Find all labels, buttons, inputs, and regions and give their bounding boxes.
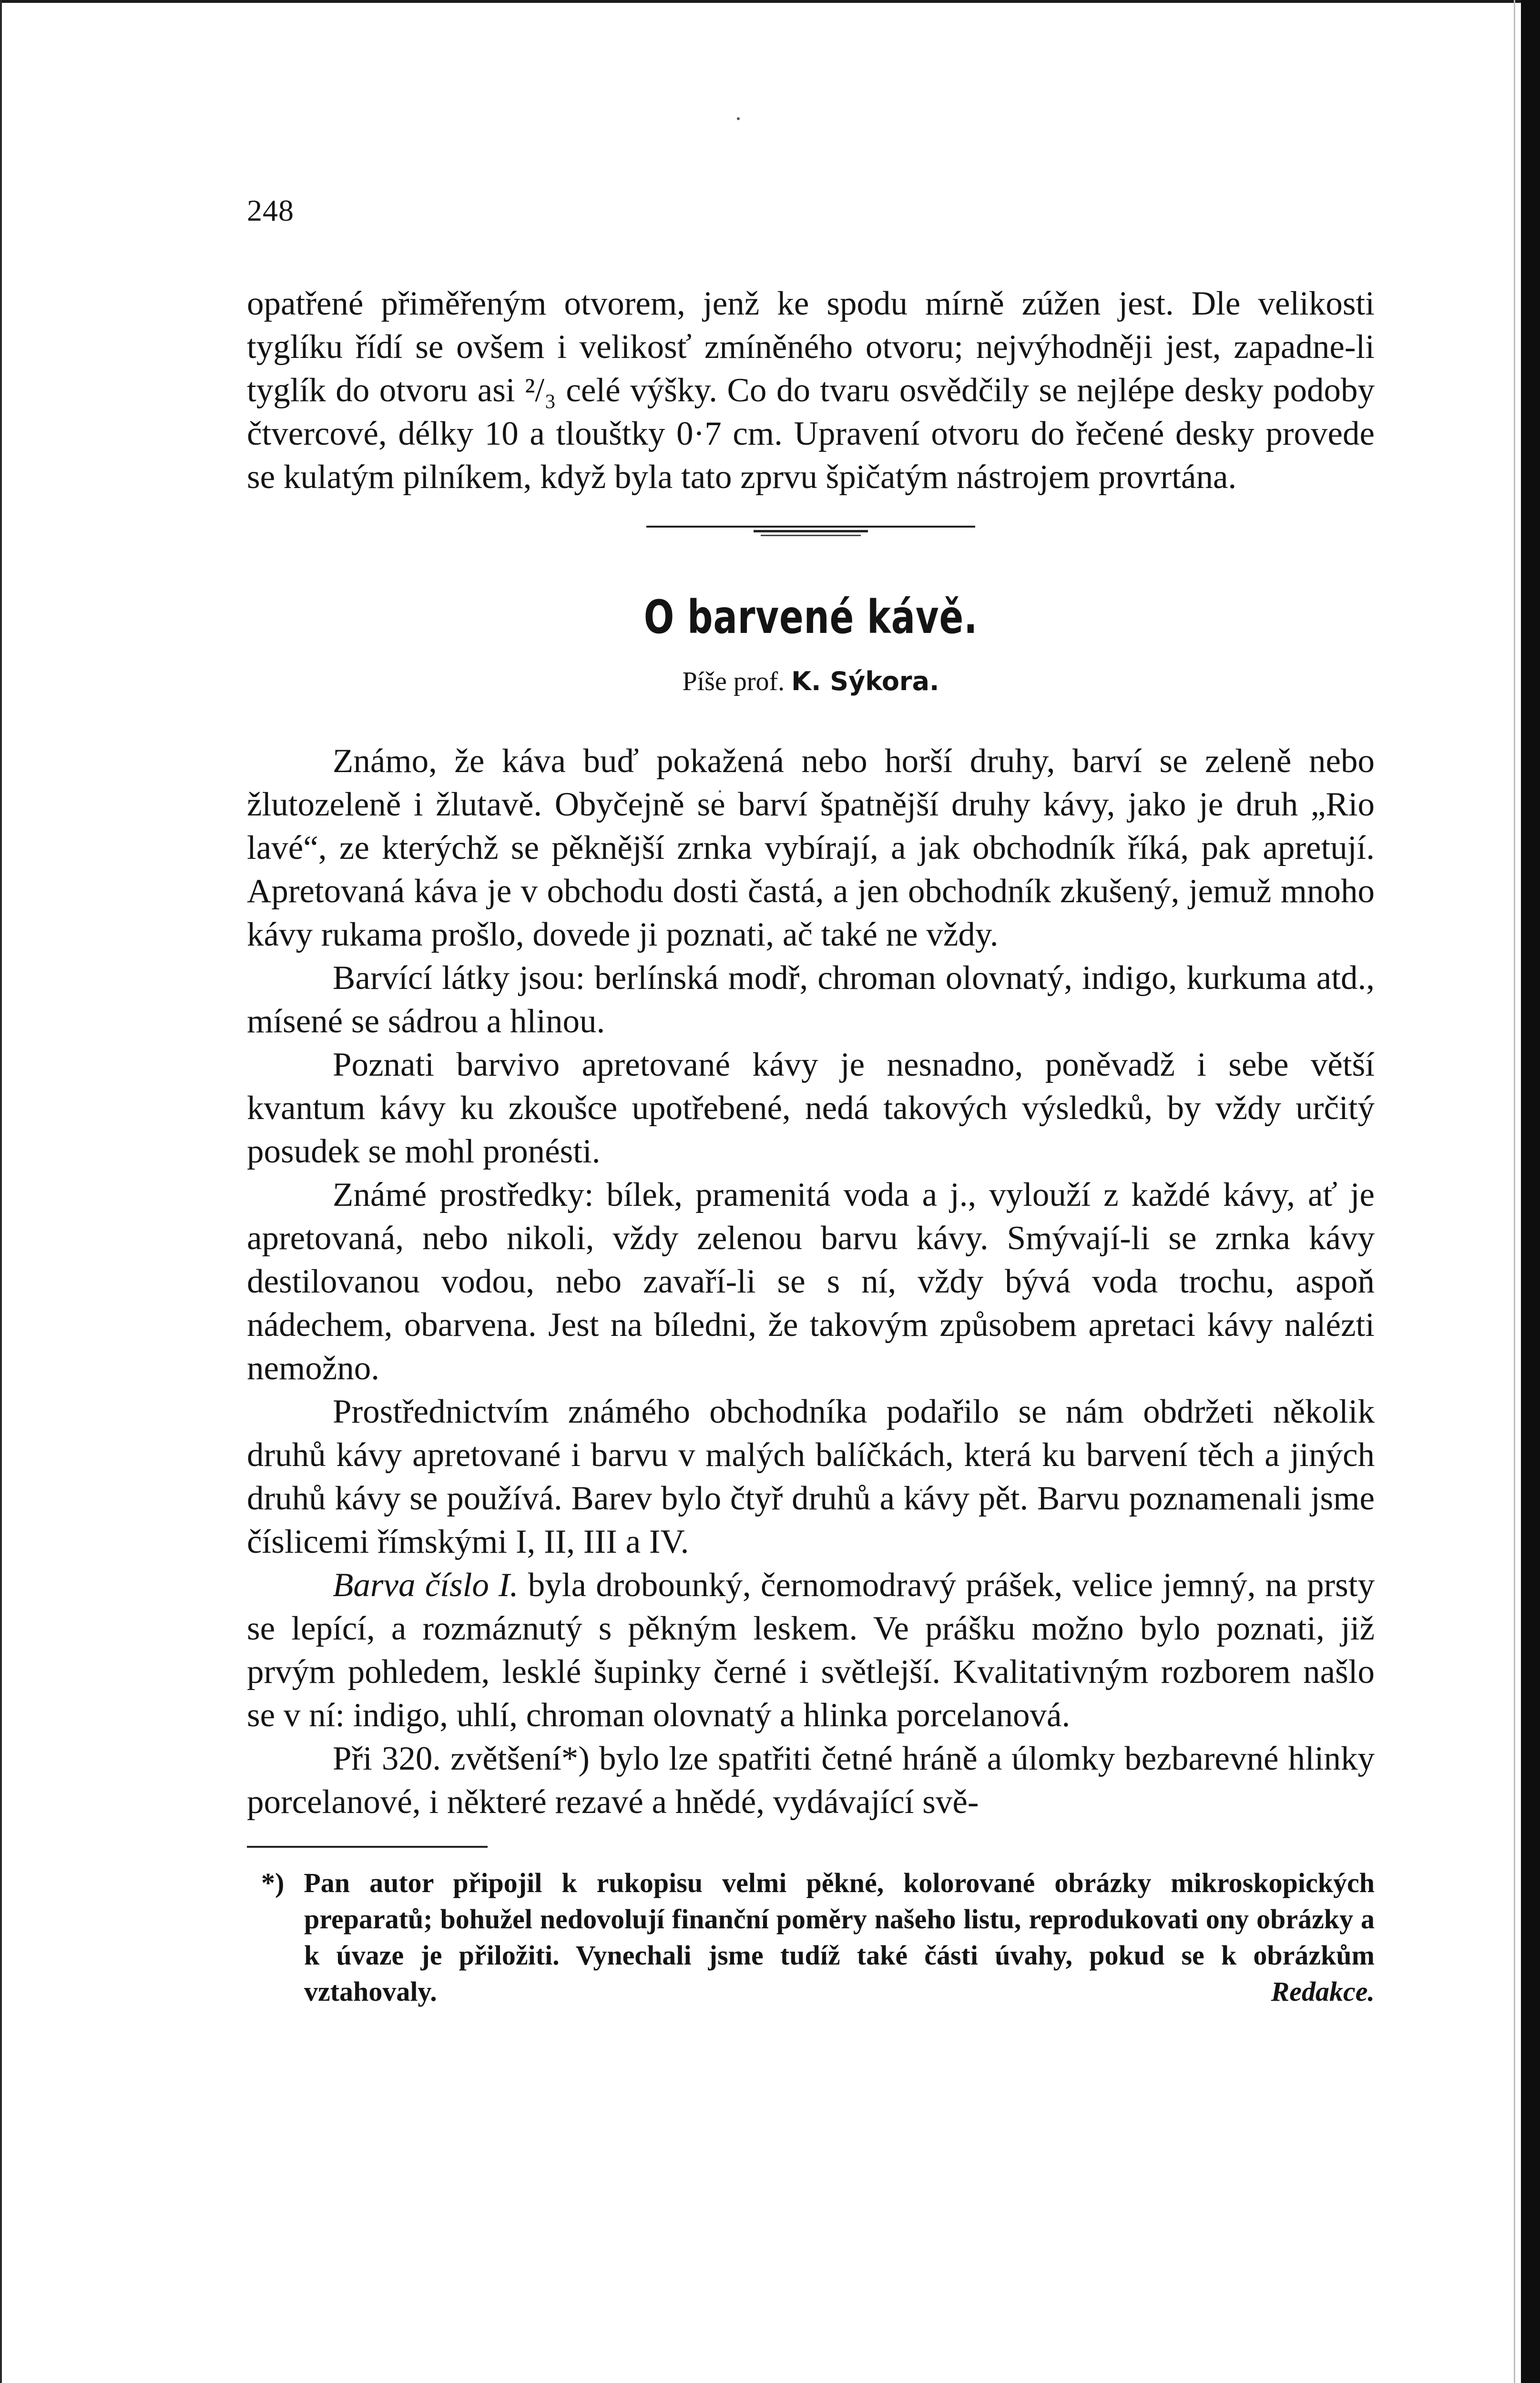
scan-edge-right bbox=[1521, 0, 1540, 2383]
footnote-text: *) Pan autor připojil k rukopisu velmi pěkné, kolorované obrázky mikroskopických preparatů; bohužel nedovolují finanční poměry našeho listu, reprodukovati ony obrázky a k úvaze je přiložiti. Vynechali jsme tudíž také části úvahy, pokud se k obrázkům vztahovaly. bbox=[261, 1867, 1375, 2007]
paragraph-6-lead: Barva číslo I. bbox=[333, 1566, 519, 1604]
scan-edge-top bbox=[0, 0, 1540, 3]
page-number: 248 bbox=[247, 193, 294, 227]
byline-prefix: Píše prof. bbox=[682, 666, 785, 696]
paragraph-6 bbox=[247, 1564, 1375, 1737]
paragraph-3: Poznati barvivo apretované kávy je nesnadno, poněvadž i sebe větší kvantum kávy ku zkoušce upotřebené, nedá takových výsledků, by vždy určitý posudek se mohl pronésti. bbox=[247, 1046, 1375, 1170]
article-title: O barvené kávě. bbox=[643, 591, 978, 644]
paragraph-2: Barvící látky jsou: berlínská modř, chroman olovnatý, indigo, kurkuma atd., mísené se sádrou a hlinou. bbox=[247, 959, 1375, 1040]
paragraph-6-rest: byla drobounký, černomodravý prášek, velice jemný, na prsty se lepící, a rozmáznutý s pěkným leskem. Ve prášku možno bylo poznati, již prvým pohledem, lesklé šupinky černé i světlejší. Kvalitativným rozborem našlo se v ní: indigo, uhlí, chroman olovnatý a hlinka porcelanová. bbox=[247, 1566, 1375, 1734]
paragraph-4: Známé prostředky: bílek, pramenitá voda a j., vylouží z každé kávy, ať je apretovaná, nebo nikoli, vždy zelenou barvu kávy. Smývají-li se zrnka kávy destilovanou vodou, nebo zavaří-li se s ní, vždy bývá voda trochu, aspoň nádechem, obarvena. Jest na bíledni, že takovým způsobem apretaci kávy nalézti nemožno. bbox=[247, 1176, 1375, 1387]
scan-edge-right-thin bbox=[1514, 0, 1515, 2383]
byline-author: K. Sýkora. bbox=[791, 666, 939, 696]
scan-edge-left bbox=[0, 0, 2, 2383]
page-content bbox=[247, 195, 1375, 2010]
section-divider bbox=[646, 522, 975, 541]
paragraph-1: Známo, že káva buď pokažená nebo horší druhy, barví se zeleně nebo žlutozeleně i žlutavě. Obyčejně se barví špatnější druhy kávy, jako je druh „Rio lavé“, ze kterýchž se pěknější zrnka vybírají, a jak obchodník říká, pak apretují. Apretovaná káva je v obchodu dosti častá, a jen obchodník zkušený, jemuž mnoho kávy rukama prošlo, dovede ji poznati, ač také ne vždy. bbox=[247, 742, 1375, 953]
article-byline bbox=[247, 666, 1375, 698]
footnote-rule bbox=[247, 1846, 488, 1848]
footnote-signature: Redakce. bbox=[1271, 1976, 1375, 2007]
intro-paragraph: opatřené přiměřeným otvorem, jenž ke spodu mírně zúžen jest. Dle velikosti tyglíku řídí se ovšem i velikosť zmíněného otvoru; nejvýhodněji jest, zapadne-li tyglík do otvoru asi ²/₃ celé výšky. Co do tvaru osvědčily se nejlépe desky podoby čtvercové, délky 10 a tlouštky 0·7 cm. Upravení otvoru do řečené desky provede se kulatým pilníkem, když byla tato zprvu špičatým nástrojem provrtána. bbox=[247, 285, 1375, 496]
paragraph-7: Při 320. zvětšení*) bylo lze spatřiti četné hráně a úlomky bezbarevné hlinky porcelanové, i některé rezavé a hnědé, vydávající svě- bbox=[247, 1740, 1375, 1821]
footnote bbox=[247, 1865, 1375, 2010]
paragraph-5: Prostřednictvím známého obchodníka podařilo se nám obdržeti několik druhů kávy apretované i barvu v malých balíčkách, která ku barvení těch a jiných druhů kávy se používá. Barev bylo čtyř druhů a kávy pět. Barvu poznamenali jsme číslicemi římskými I, II, III a IV. bbox=[247, 1393, 1375, 1560]
scan-speck bbox=[737, 117, 740, 120]
